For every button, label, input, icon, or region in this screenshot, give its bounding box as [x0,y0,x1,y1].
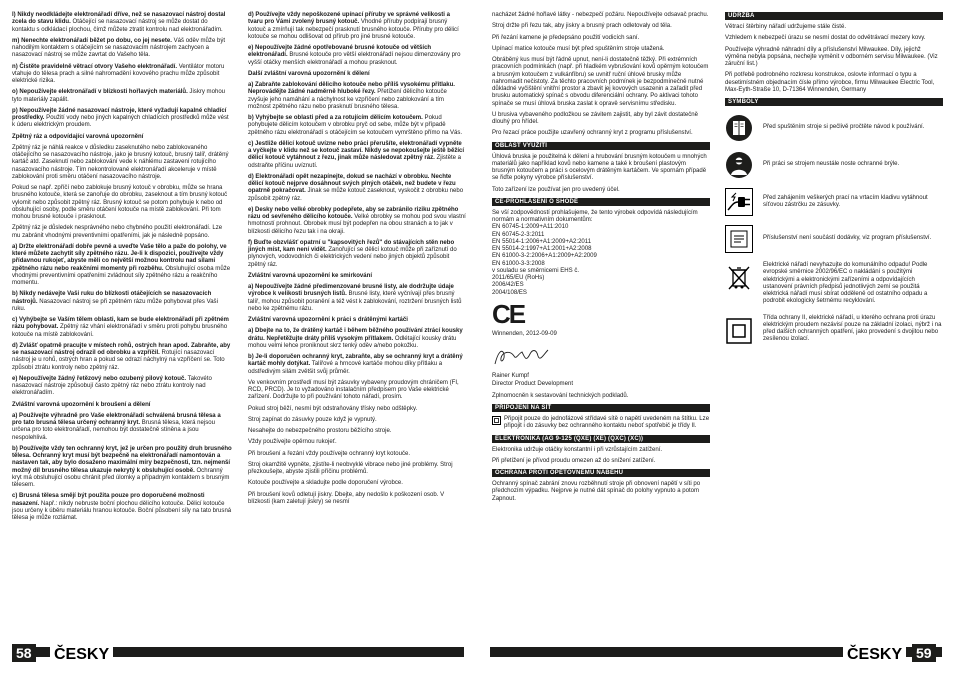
paragraph-bold: b) Je-li doporučen ochranný kryt, zabraňte, aby se ochranný kryt a drátěný kartáč mohly dotýkat. [248,354,463,368]
paragraph [12,145,232,181]
paragraph [492,57,710,108]
paragraph-bold: b) Používejte vždy ten ochranný kryt, jež je určen pro použitý druh brusného tělesa. Ochranný kryt musí být bezpečně na elektronářadí namontován a nastaven tak, aby bylo dosaženo maximální míry bezpečnosti, tzn. nejmenší možný díl brusného tělesa ukazuje nekrytý k obsluhující osobě. [12,445,232,474]
place-date: Winnenden, 2012-09-09 [492,330,557,337]
paragraph-bold: e) Desky nebo velké obrobky podepřete, aby se zabránilo riziku zpětného rázu od sevřeného dělicího kotouče. [248,206,459,220]
paragraph-bold: o) Nepoužívejte elektronářadí v blízkosti hořlavých materiálů. [12,89,188,96]
paragraph-bold: e) Nepoužívejte žádný řetězový nebo ozubený pilový kotouč. [12,375,187,382]
paragraph [248,406,466,413]
paragraph-text: Pro řezací práce použijte uzavřený ochranný kryt z programu příslušenství. [492,130,693,137]
paragraph [248,480,466,487]
paragraph [248,428,466,435]
paragraph [248,492,466,507]
conformity-intro: Se vší zodpovědností prohlašujeme, že tento výrobek odpovídá následujícím normám a normativním dokumentům: [492,209,698,223]
kickback-text: Ochranný spínač zabrání znovu rozběhnutí stroje při obnovení napětí v síti po předchozím výpadku. Nejprve je nutné dát spínač do polohy vypnuto a potom Zapnout. [492,481,701,502]
paragraph-bold: n) Čistěte pravidelně větrací otvory Vašeho elektronářadí. [12,63,178,70]
paragraph-bold: e) Nepoužívejte žádné opotřebované brusné kotouče od větších elektronářadí. [248,45,432,59]
standard-line: 2011/65/EU (RoHs) [492,275,545,281]
paragraph-text: Kotouče používejte a skladujte podle doporučení výrobce. [248,480,403,487]
maintenance-text-4: Při potřebě podrobného rozkresu konstrukce, oslovte informací o typu a desetimístném objednacím čísle přímo výrobce, firmu Milwaukee Electric Tool, Max-Eyth-Straße 10, D-71364 Winnenden, Germany [725,72,935,93]
paragraph [12,38,232,60]
paragraph-text: Brusné listy, které vyčnívají přes brusný talíř, mohou způsobit poranění a též vést k zablokování, roztržení brusných listů nebo ke zpětnému rázu. [248,291,462,312]
paragraph-text: Zanořující se dělicí kotouč může při zaříznutí do plynových, vodovodních či elektrických vedení nebo jiných objektů způsobit zpětný ráz. [248,247,457,268]
paragraph-text: Zpětný ráz je důsledek nesprávného nebo chybného použití elektronářadí. Lze mu zabránit vhodnými preventivními opatřeními, jak je následně popsáno. [12,225,223,239]
use-text-2: Toto zařízení lze používat jen pro uvedený účel. [492,186,620,193]
paragraph [248,273,466,280]
maintenance-heading: ÚDRŽBA [725,12,943,20]
paragraph [248,12,466,41]
paragraph [12,244,232,288]
symbol-row [725,262,943,306]
paragraph-text: Zpětný ráz je náhlá reakce v důsledku zaseknutého nebo zablokovaného otáčejícího se nasazovacího nástroje, jako je brusný kotouč, brusný talíř, drátěný kartáč atd. Zaseknutí nebo zablokování vede k náhlému zastavení rotujícího nasazovacího nástroje. Tím nekontrolované elektronářadí akceleruje v místě zablokování proti směru otáčení nasazovacího nástroje. [12,144,229,180]
paragraph-text: Brusné kotouče pro větší elektronářadí nejsou dimenzovány pro vyšší otáčky menších elektronářadí a mohou prasknout. [248,52,461,66]
paragraph [12,12,232,34]
left-page-column-1 [12,12,232,526]
paragraph-text: Obsluhující osoba může vhodnými preventivními opatřeními zvládnout síly zpětného rázu a reakčního momentu. [12,265,231,286]
paragraph [12,291,232,313]
paragraph [492,130,710,137]
paragraph-bold: a) Zabraňte zablokování dělicího kotouče nebo příliš vysokému přítlaku. Neprovádějte žádné nadměrně hluboké řezy. [248,82,455,96]
paragraph-bold: d) Zvlášť opatrně pracujte v místech rohů, ostrých hran apod. Zabraňte, aby se nasazovací nástroj odrazil od obrobku a vzpříčil. [12,342,231,356]
paragraph [492,12,710,19]
standard-line: 2004/108/ES [492,289,527,296]
paragraph-bold: d) Používejte vždy nepoškozené upínací příruby ve správné velikosti a tvaru pro Vámi zvolený brusný kotouč. [248,12,450,26]
paragraph [248,82,466,111]
paragraph [248,328,466,350]
paragraph-text: Takovéto nasazovací nástroje způsobují často zpětný ráz nebo ztrátu kontroly nad elektronářadím. [12,375,212,397]
symbols-heading: SYMBOLY [725,98,943,106]
paragraph-bold: m) Nenechte elektronářadí běžet po dobu, co jej nesete. [12,37,172,44]
signer-title: Director Product Development [492,380,573,387]
right-footer-label: ČESKY [843,647,906,663]
paragraph-bold: Zpětný ráz a odpovídající varovná upozornění [12,133,144,140]
paragraph [248,439,466,446]
mains-text: Připojit pouze do jednofázové střídavé sítě o napětí uvedeném na štítku. Lze připojit i do zásuvky bez ochranného kontaktu neboť spotřebič je třídy II. [504,416,710,430]
paragraph [248,141,466,170]
paragraph-text: Ventilátor motoru vtahuje do tělesa prach a silné nahromadění kovového prachu může způsobit elektrické rizika. [12,63,225,84]
paragraph-text: Přetížení dělicího kotouče zvyšuje jeho namáhání a náchylnost ke vzpříčení nebo zablokování a tím možnost zpětného rázu nebo prasknutí brusného tělesa. [248,89,447,110]
paragraph-text: Rotující nasazovací nástroj je u rohů, ostrých hran a pokud se odrazí náchylný na vzpříčení se. Toto způsobí ztrátu kontroly nebo zpětný ráz. [12,350,225,371]
maintenance-text-3: Používejte výhradně náhradní díly a příslušenství Milwaukee. Díly, jejichž výměna nebyla popsána, nechejte vyměnit v odborném servisu Milwaukee. (Viz záruční list.) [725,46,938,67]
paragraph-text: Váš oděv může být nahodilým kontaktem s otáčejícím se nasazovacím nástrojem zachycen a nasazovací nástroj se může zavrtat do Vašeho těla. [12,37,226,59]
square-plug-icon [492,416,501,425]
paragraph [12,89,232,104]
standard-line: EN 61000-3-2:2006+A1:2009+A2:2009 [492,253,597,260]
paragraph [248,417,466,424]
paragraph [248,451,466,458]
paragraph [248,45,466,67]
paragraph-text: Stroj zapínat do zásuvky pouze když je vypnutý. [248,416,377,423]
paragraph [12,402,232,409]
left-page-column-2 [248,12,466,510]
paragraph [248,240,466,269]
paragraph-bold: a) Používejte výhradně pro Vaše elektronářadí schválená brusná tělesa a pro tato brusná tělesa určený ochranný kryt. [12,412,221,426]
left-footer-label: ČESKY [50,647,113,663]
paragraph-text: Jiskry mohou tyto materiály zapálit. [12,89,226,103]
electronics-heading: ELEKTRONIKA (AG 9-125 (QXE) (XE) (QXC) (XC)) [492,435,710,443]
paragraph [492,112,710,127]
electronics-text-2: Při přetížení je přívod proudu omezen až do snížení zatížení. [492,457,656,464]
paragraph-bold: l) Nikdy neodkládejte elektronářadí dříve, než se nasazovací nástroj dostal zcela do stavu klidu. [12,12,226,26]
paragraph [12,446,232,490]
accessory-icon [725,225,753,253]
paragraph-text: Při broušení a řezání vždy používejte ochranný kryt kotouče. [248,450,411,457]
paragraph-bold: p) Nepoužívejte žádné nasazovací nástroje, které vyžadují kapalné chladící prostředky. [12,107,227,121]
paragraph-bold: a) Dbejte na to, že drátěný kartáč i během běžného používání ztrácí kousky drátu. Nepřetěžujte dráty příliš vysokým přítlakem. [248,328,463,342]
paragraph-text: Ochranný kryt má obsluhující osobu chránit před úlomky a případným kontaktem s brusným tělesem. [12,467,230,488]
right-page-column-2 [725,12,943,354]
use-heading: OBLAST VYUŽITÍ [492,142,710,150]
paragraph-text: Jinak se může kotouč zaseknout, vyskočit z obrobku nebo způsobit zpětný ráz. [248,188,464,202]
symbol-row [725,315,943,345]
paragraph-text: Talířové a hrncové kartáče mohou díky přítlaku a odstředivým silám zvětšit svůj průměr. [248,361,443,375]
paragraph [12,343,232,372]
symbol-text: Třída ochrany II, elektrické nářadí, u kterého ochrana proti úrazu elektrickým proudem nezávisí pouze na základní izolaci, nýbrž i na před dalších ochranných opatření, jako provedení s dvojitou nebo zesílenou izolací. [763,314,942,343]
paragraph [12,376,232,398]
paragraph-text: Zjistěte a odstraňte příčinu uvíznutí. [248,155,462,169]
signature [492,344,552,368]
symbol-text: Příslušenství není součástí dodávky, viz program příslušenství. [763,235,932,242]
paragraph [12,64,232,86]
left-page-number: 58 [12,644,36,662]
paragraph-text: Pokud se např. zpříčí nebo zablokuje brusný kotouč v obrobku, může se hrana brusného kotouče, která se zanořuje do obrobku, zaseknout a tím brusný kotouč vylomit nebo způsobit zpětný ráz. Brusný kotouč se potom pohybuje k nebo od obsluhující osoby, podle směru otáčení kotouče na místě zablokování. Při tom mohou brusné kotouče i prasknout. [12,185,228,220]
paragraph [12,317,232,339]
right-page-number: 59 [912,644,936,662]
paragraph [248,317,466,324]
standard-line: 2006/42/ES [492,282,524,289]
goggles-icon [725,151,753,179]
standard-line: EN 55014-1:2006+A1:2009+A2:2011 [492,238,592,245]
paragraph-text: Pokud pohybujete dělicím kotoučem v obrobku pryč od sebe, může být v případě zpětného rázu elektronářadí s otáčejícím se kotoučem vymrštěno přímo na Vás. [248,115,463,136]
paragraph [12,493,232,522]
paragraph-bold: d) Elektronářadí opět nezapínejte, dokud se nachází v obrobku. Nechte dělicí kotouč nejprve dosáhnout svých plných otáček, než budete v řezu opatrně pokračovat. [248,173,456,195]
paragraph [248,71,466,78]
symbol-text: Elektrické nářadí nevyhazujte do komunálního odpadu! Podle evropské směrnice 2002/96/EC o nakládání s použitými elektrickými a elektronickými zařízeními a odpovídajících ustanovení právních předpisů jednotlivých zemí se použitá elektrická nářadí musí sbírat odděleně od ostatního odpadu a podrobit ekologicky šetrnému recyklování. [763,262,928,305]
class-ii-icon [725,317,753,345]
conformity-heading: CE-PROHLÁŠENÍ O SHODĚ [492,198,710,206]
paragraph [248,354,466,376]
paragraph-bold: a) Nepoužívejte žádné předimenzované brusné listy, ale dodržujte údaje výrobce k velikosti brusných listů. [248,284,454,298]
paragraph [248,380,466,402]
paragraph-bold: a) Držte elektronářadí dobře pevně a uveďte Vaše tělo a paže do polohy, ve které můžete zachytit síly zpětného rázu. Je-li k dispozici, používejte vždy přídavnou rukojeť, abyste měli co největší možnou kontrolu nad silami zpětného rázu nebo reakčními momenty při rozběhu. [12,243,227,272]
signer-name: Rainer Kumpf [492,373,529,380]
standard-line: v souladu se směrnicemi EHS č. [492,267,580,274]
paragraph-text: nacházet žádné hořlavé látky - nebezpečí požáru. Nepoužívejte odsavač prachu. [492,12,709,18]
paragraph-text: Odlétající kousky drátu mohou velmi lehce proniknout skrz tenký oděv a/nebo pokožku. [248,335,457,349]
paragraph [12,134,232,141]
paragraph-text: Vhodné příruby podpírají brusný kotouč a zmírňují tak nebezpečí prasknutí brusného kotouče. Příruby pro dělicí kotouče se mohou odlišovat od přírub pro jiné brusné kotouče. [248,19,459,40]
paragraph-text: Stroj držte při řezu tak, aby jiskry a brusný prach odletovaly od těla. [492,23,672,30]
paragraph-text: Obráběný kus musí být řádně upnut, není-li dostatečně těžký. Při extrémních pracovních podmínkách (např. při hladkém vybrušování kovů opěrným kotoučem a brusným kotoučem z vulkánfíbru) se uvnitř ruční úhlové brusky může nahromadit nečistoty. Za těchto pracovních podmínek je bezpodmínečně nutné důkladné vyčištění vnitřní prostor a zbavit jej kovových usazenin a zařadit před brusku automatický spínač s obvodu diferenciální ochrany. Po aktivaci tohoto spínače se musí úhlová bruska zaslat k opravě servisnímu středisku. [492,57,709,107]
paragraph-bold: b) Vyhýbejte se oblasti před a za rotujícím dělicím kotoučem. [248,115,423,121]
standard-line: EN 55014-2:1997+A1:2001+A2:2008 [492,246,592,252]
paragraph-bold: Další zvláštní varovná upozornění k dělení [248,70,370,77]
symbol-text: Před zahájením veškerých prací na vrtacím kladivu vytáhnout síťovou zástrčku ze zásuvky. [763,194,928,208]
paragraph [492,23,710,30]
paragraph-text: Velké obrobky se mohou pod svou vlastní hmotností prohnout. Obrobek musí být podepřen na obou stranách a to jak v blízkosti dělicího řezu tak i na okraji. [248,214,466,235]
symbol-text: Před spuštěním stroje si pečlivě pročtěte návod k používání. [763,124,925,131]
signer-note: Zplnomocněn k sestavování technických podkladů. [492,392,629,399]
conformity-standards [492,224,710,297]
paragraph [492,46,710,53]
paragraph-bold: Zvláštní varovná upozornění k práci s drátěnými kartáči [248,317,408,323]
paragraph-text: Otáčející se nasazovací nástroj se může dostat do kontaktu s odkládací plochou, čímž můžete ztratit kontrolu nad elektronářadím. [12,19,223,33]
paragraph-text: Upínací matice kotouče musí být před spuštěním stroje utažená. [492,45,665,52]
paragraph-text: Pokud stroj běží, nesmí být odstraňovány třísky nebo odštěpky. [248,405,418,412]
right-page-column-1 [492,12,710,507]
symbol-row [725,225,943,253]
paragraph-bold: c) Vyhýbejte se Vaším tělem oblasti, kam se bude elektronářadí při zpětném rázu pohybovat. [12,317,229,331]
standard-line: EN 60745-2-3:2011 [492,231,545,238]
paragraph-text: Např.: nikdy nebruste boční plochou dělicího kotouče. Dělicí kotouče jsou určeny k úběru materiálu hranou kotouče. Boční působení síly na tato brusná tělesa je může rozlámat. [12,500,232,521]
paragraph [492,35,710,42]
maintenance-text-2: Vzhledem k nebezpečí úrazu se nesmí dostat do odvětrávací mezery kovy. [725,35,926,42]
paragraph-text: Použití vody nebo jiných kapalných chladících prostředků může vést k úderu elektrickým proudem. [12,115,229,129]
symbol-row [725,114,943,142]
paragraph-text: Při broušení kovů odletují jiskry. Dbejte, aby nedošlo k poškození osob. V blízkosti (kam zaletují jiskry) se nesmí [248,491,445,505]
paragraph-bold: b) Nikdy nedávejte Vaši ruku do blízkosti otáčejících se nasazovacích nástrojů. [12,291,212,305]
symbol-row [725,188,943,216]
paragraph-text: Nesahejte do nebezpečného prostoru běžícího stroje. [248,428,392,434]
paragraph-text: Při řezání kamene je předepsáno použití vodicích saní. [492,34,640,41]
paragraph-bold: f) Buďte obzvlášť opatrní u "kapsovitých řezů" do stávajících stěn nebo jiných míst, kam není vidět. [248,239,455,253]
paragraph-text: Brusná tělesa, která nejsou určena pro toto elektronářadí, nemohou být dostatečně stíněna a jsou nespolehlivá. [12,420,215,441]
paragraph-bold: Zvláštní varovná upozornění k broušení a dělení [12,401,151,408]
maintenance-text-1: Větrací štěrbiny nářadí udržujeme stále čisté. [725,24,846,30]
paragraph-text: Zpětný ráz vhání elektronářadí v směru proti pohybu brusného kotouče na místě zablokování. [12,324,228,338]
paragraph-text: Vždy používejte opěrnou rukojeť. [248,439,337,446]
paragraph [248,115,466,137]
paragraph-text: U brusiva vybaveného podložkou se závitem zajistit, aby byl závit dostatečně dlouhý pro hřídel. [492,111,699,125]
kickback-heading: OCHRANA PROTI OPĚTOVNÉMU NÁBĚHU [492,469,710,477]
paragraph-text: Stroj okamžitě vypněte, zjistíte-li neobvyklé vibrace nebo jiné problémy. Stroj přezkoušejte, abyste zjistili příčinu problémů. [248,461,453,475]
paragraph [12,225,232,240]
symbol-text: Při práci se strojem neustále noste ochranné brýle. [763,161,900,168]
paragraph [12,185,232,221]
paragraph [248,462,466,477]
paragraph [248,207,466,236]
paragraph-text: Nasazovací nástroj se při zpětném rázu může pohybovat přes Vaši ruku. [12,298,218,312]
paragraph-bold: c) Brusná tělesa smějí být použita pouze pro doporučené možnosti nasazení. [12,493,205,507]
paragraph [12,108,232,130]
mains-heading: PŘIPOJENÍ NA SÍŤ [492,404,710,412]
paragraph [248,174,466,203]
ce-mark: CE [492,298,525,329]
paragraph-bold: Zvláštní varovná upozornění ke smirkování [248,272,372,279]
standard-line: EN 60745-1:2009+A11:2010 [492,224,569,231]
unplug-icon [725,188,753,216]
paragraph-bold: c) Jestliže dělicí kotouč uvízne nebo práci přerušíte, elektronářadí vypněte a vyčkejte v klidu než se kotouč zastaví. Nikdy se nepokoušejte ještě běžící dělicí kotouč vytáhnout z řezu, jinak může následovat zpětný ráz. [248,140,465,162]
weee-bin-icon [725,264,753,292]
paragraph [12,413,232,442]
paragraph-text: Ve venkovním prostředí musí být zásuvky vybaveny proudovým chráničem (FI, RCD, PRCD). Je to vyžadováno instalačním předpisem pro Vaše elektrické zařízení. Dodržujte to při používání tohoto nářadí, prosím. [248,379,459,401]
standard-line: EN 61000-3-3:2008 [492,260,545,267]
use-text-1: Úhlová bruska je použitelná k dělení a hrubování brusným kotoučem u mnohých materiálů jako například kovů nebo kamene a také k broušení plastovým brusným kotoučem a práci s ocelovým drátěným kartáčem. Ve spornám případě se řiďte pokyny výrobce příslušenství. [492,153,707,182]
manual-icon [725,114,753,142]
electronics-text-1: Elektronika udržuje otáčky konstantní i při vzrůstajícím zatížení. [492,446,663,453]
paragraph [248,284,466,313]
symbol-row [725,151,943,179]
